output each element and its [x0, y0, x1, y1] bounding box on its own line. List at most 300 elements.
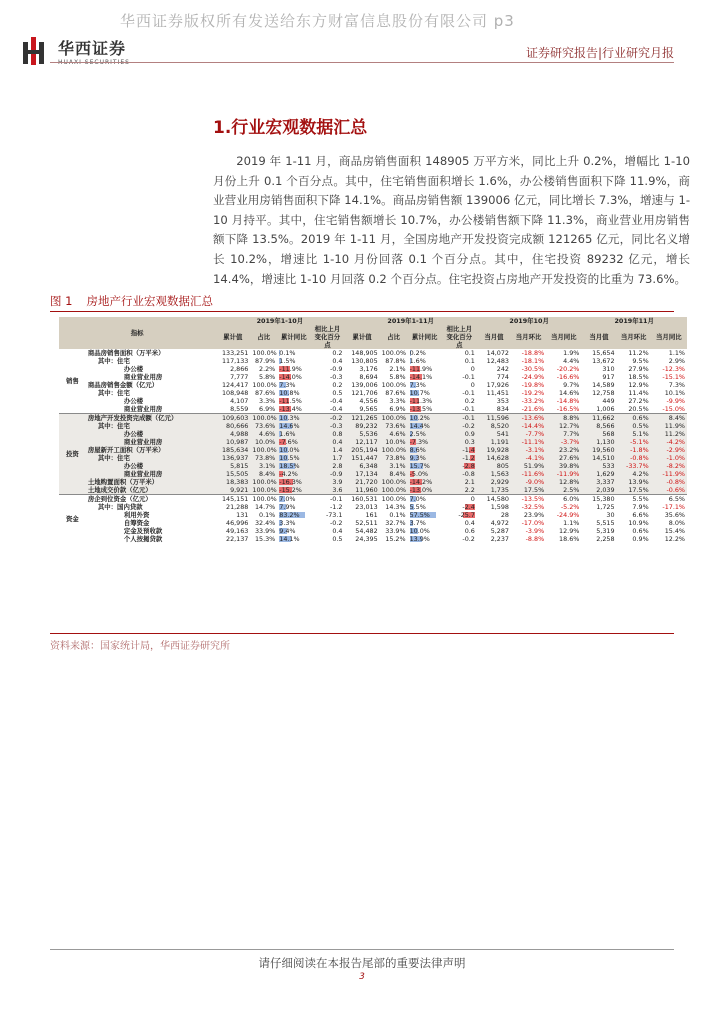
- table-cell: [442, 405, 477, 414]
- cell-value: 17.5%: [523, 486, 545, 494]
- table-cell: [310, 357, 344, 365]
- table-cell: [477, 405, 511, 414]
- table-cell: [442, 389, 477, 397]
- table-cell: [344, 519, 379, 527]
- cell-value: 15.4%: [664, 527, 685, 535]
- table-cell: [344, 470, 379, 478]
- cell-value: -13.5%: [521, 495, 545, 503]
- table-cell: [477, 470, 511, 478]
- cell-value: 5,515: [596, 519, 615, 527]
- table-cell: [442, 446, 477, 454]
- cell-value: 14,628: [486, 454, 509, 462]
- cell-value: 108,948: [221, 389, 249, 397]
- cell-value: -5.0%: [409, 470, 429, 478]
- cell-value: 5.5%: [409, 503, 426, 511]
- cell-value: 73.6%: [385, 422, 406, 430]
- table-row: [59, 462, 687, 470]
- cell-value: 2,237: [490, 535, 509, 543]
- cell-value: -16.6%: [556, 373, 580, 381]
- cell-value: -11.9%: [662, 470, 685, 478]
- cell-value: 8,520: [490, 422, 509, 430]
- cell-value: -13.4%: [279, 405, 302, 413]
- cell-value: 10.7%: [409, 389, 430, 397]
- cell-value: -0.2: [462, 535, 475, 543]
- table-cell: [581, 365, 616, 373]
- cell-value: -0.1: [462, 389, 475, 397]
- cell-value: 0.1%: [259, 511, 276, 519]
- cell-value: -11.6%: [521, 470, 545, 478]
- cell-value: 1.1%: [563, 519, 580, 527]
- table-cell: [250, 535, 277, 543]
- cell-value: 14,589: [592, 381, 615, 389]
- table-cell: [511, 397, 546, 405]
- cell-value: 2,866: [230, 365, 249, 373]
- table-cell: [408, 535, 442, 543]
- cell-value: 15,505: [226, 470, 249, 478]
- cell-value: 0: [470, 365, 475, 373]
- table-cell: [215, 519, 250, 527]
- table-cell: [442, 414, 477, 423]
- table-cell: [408, 495, 442, 504]
- cell-value: 1,735: [490, 486, 509, 494]
- cell-value: 148,905: [351, 349, 378, 357]
- table-cell: [546, 430, 581, 438]
- cell-value: 0.2: [332, 381, 343, 389]
- table-cell: [511, 446, 546, 454]
- table-cell: [310, 430, 344, 438]
- table-cell: [546, 527, 581, 535]
- header-divider: [50, 62, 674, 63]
- table-cell: [344, 486, 379, 495]
- table-row: [59, 527, 687, 535]
- table-cell: [617, 462, 651, 470]
- table-cell: [617, 478, 651, 486]
- cell-value: 11,596: [486, 414, 509, 422]
- table-cell: [310, 381, 344, 389]
- cell-value: 12.9%: [628, 381, 649, 389]
- table-cell: [408, 430, 442, 438]
- table-cell: [215, 535, 250, 543]
- cell-value: 145,151: [221, 495, 249, 503]
- table-cell: [442, 373, 477, 381]
- table-cell: [546, 397, 581, 405]
- cell-value: 310: [602, 365, 615, 373]
- table-cell: [651, 511, 687, 519]
- table-cell: [651, 422, 687, 430]
- cell-value: 5,319: [596, 527, 615, 535]
- table-cell: [477, 503, 511, 511]
- table-cell: [511, 511, 546, 519]
- table-cell: [215, 414, 250, 423]
- cell-value: 6.6%: [632, 511, 649, 519]
- cell-value: 160,531: [351, 495, 378, 503]
- table-cell: [546, 349, 581, 357]
- cell-value: 100.0%: [252, 446, 277, 454]
- cell-value: -1.4: [462, 446, 475, 454]
- cell-value: 917: [602, 373, 615, 381]
- table-cell: [344, 397, 379, 405]
- cell-value: 2.2%: [259, 365, 276, 373]
- table-cell: [581, 454, 616, 462]
- cell-value: 1,629: [596, 470, 615, 478]
- table-cell: [250, 495, 277, 504]
- table-cell: [215, 462, 250, 470]
- table-cell: [408, 527, 442, 535]
- table-cell: [477, 389, 511, 397]
- cell-value: 151,447: [351, 454, 378, 462]
- table-cell: [581, 486, 616, 495]
- cell-value: 4,988: [230, 430, 249, 438]
- table-cell: [344, 438, 379, 446]
- cell-value: 87.9%: [254, 357, 276, 365]
- cell-value: 18,383: [226, 478, 249, 486]
- table-cell: [477, 527, 511, 535]
- cell-value: 131: [236, 511, 249, 519]
- cell-value: 14.6%: [559, 389, 580, 397]
- cell-value: 30: [606, 511, 615, 519]
- cell-value: 11.2%: [628, 349, 649, 357]
- row-label: 定金及预收款: [86, 527, 215, 535]
- cell-value: -32.5%: [521, 503, 545, 511]
- table-cell: [442, 470, 477, 478]
- table-row: [59, 349, 687, 357]
- table-cell: [442, 365, 477, 373]
- cell-value: 11.4%: [628, 389, 649, 397]
- cell-value: 7.3%: [668, 381, 685, 389]
- table-cell: [277, 511, 310, 519]
- cell-value: 9.7%: [563, 381, 580, 389]
- cell-value: -19.8%: [521, 381, 545, 389]
- table-cell: [581, 349, 616, 357]
- cell-value: -0.8%: [630, 454, 649, 462]
- cell-value: -9.9%: [666, 397, 685, 405]
- cell-value: -33.2%: [521, 397, 545, 405]
- sub-header: 累计值: [215, 325, 250, 349]
- cell-value: 1.6%: [279, 430, 296, 438]
- table-cell: [250, 486, 277, 495]
- cell-value: 205,194: [351, 446, 378, 454]
- cell-value: 17,134: [355, 470, 378, 478]
- table-cell: [408, 454, 442, 462]
- cell-value: 3.1%: [259, 462, 276, 470]
- table-cell: [408, 397, 442, 405]
- cell-value: 0.9: [464, 430, 475, 438]
- cell-value: 100.0%: [381, 349, 407, 357]
- cell-value: 834: [496, 405, 509, 413]
- row-label: 商业营业用房: [86, 405, 215, 414]
- cell-value: 18.5%: [279, 462, 300, 470]
- cell-value: 5.1%: [632, 430, 649, 438]
- table-cell: [277, 454, 310, 462]
- table-cell: [511, 430, 546, 438]
- cell-value: 13.9%: [628, 478, 649, 486]
- table-row: [59, 414, 687, 423]
- table-cell: [310, 462, 344, 470]
- table-cell: [581, 373, 616, 381]
- table-cell: [511, 519, 546, 527]
- cell-value: 774: [496, 373, 509, 381]
- table-cell: [546, 486, 581, 495]
- table-cell: [617, 405, 651, 414]
- table-cell: [380, 446, 408, 454]
- table-cell: [408, 422, 442, 430]
- sub-header: 当月同比: [651, 325, 687, 349]
- table-row: [59, 397, 687, 405]
- cell-value: 8.4%: [389, 470, 406, 478]
- cell-value: -0.1: [330, 495, 343, 503]
- cell-value: 27.6%: [559, 454, 580, 462]
- cell-value: 1.1%: [668, 349, 685, 357]
- table-cell: [215, 365, 250, 373]
- table-cell: [215, 511, 250, 519]
- cell-value: -15.2%: [279, 486, 302, 494]
- cell-value: 52,511: [355, 519, 378, 527]
- cell-value: -7.7%: [525, 430, 545, 438]
- table-cell: [442, 462, 477, 470]
- cell-value: -15.1%: [662, 373, 685, 381]
- table-cell: [277, 389, 310, 397]
- cell-value: 10.0%: [385, 438, 406, 446]
- table-cell: [380, 438, 408, 446]
- table-cell: [442, 486, 477, 495]
- table-cell: [344, 535, 379, 543]
- cell-value: 121,706: [351, 389, 378, 397]
- cell-value: 10.0%: [254, 438, 276, 446]
- cell-value: 8,559: [230, 405, 249, 413]
- table-cell: [408, 470, 442, 478]
- sub-header: 累计值: [344, 325, 379, 349]
- table-cell: [651, 478, 687, 486]
- cell-value: 15.7%: [409, 462, 430, 470]
- table-cell: [511, 389, 546, 397]
- cell-value: 12,483: [486, 357, 509, 365]
- table-cell: [310, 495, 344, 504]
- table-cell: [380, 405, 408, 414]
- cell-value: 0: [470, 381, 475, 389]
- table-cell: [477, 430, 511, 438]
- cell-value: 80,666: [226, 422, 249, 430]
- cell-value: 2.1: [464, 478, 475, 486]
- cell-value: 0.2: [464, 397, 475, 405]
- cell-value: -20.2%: [556, 365, 580, 373]
- table-cell: [546, 495, 581, 504]
- cell-value: 136,937: [221, 454, 249, 462]
- table-cell: [277, 349, 310, 357]
- cell-value: -24.9%: [521, 373, 545, 381]
- table-cell: [215, 527, 250, 535]
- cell-value: 14,580: [486, 495, 509, 503]
- cell-value: 0.2%: [409, 349, 426, 357]
- table-cell: [546, 503, 581, 511]
- table-cell: [581, 519, 616, 527]
- table-cell: [380, 478, 408, 486]
- category-cell: 销售: [59, 349, 86, 414]
- table-row: [59, 405, 687, 414]
- table-cell: [250, 430, 277, 438]
- table-cell: [344, 503, 379, 511]
- cell-value: -14.8%: [556, 397, 580, 405]
- cell-value: 23.9%: [523, 511, 545, 519]
- report-type: 证券研究报告|行业研究月报: [525, 46, 674, 60]
- cell-value: 0.5: [332, 389, 343, 397]
- cell-value: 3,176: [359, 365, 378, 373]
- table-cell: [310, 389, 344, 397]
- table-cell: [546, 478, 581, 486]
- table-cell: [344, 430, 379, 438]
- table-cell: [408, 446, 442, 454]
- cell-value: 35.6%: [664, 511, 685, 519]
- table-cell: [581, 503, 616, 511]
- cell-value: 0.4: [464, 519, 475, 527]
- table-cell: [277, 405, 310, 414]
- cell-value: 14,072: [486, 349, 509, 357]
- table-cell: [546, 422, 581, 430]
- sub-header: 当月环比: [617, 325, 651, 349]
- table-cell: [581, 478, 616, 486]
- cell-value: 2.2: [464, 486, 475, 494]
- cell-value: 1.6%: [409, 357, 426, 365]
- table-cell: [310, 349, 344, 357]
- table-cell: [250, 397, 277, 405]
- cell-value: 24,395: [355, 535, 378, 543]
- cell-value: 87.6%: [254, 389, 276, 397]
- cell-value: -0.1: [462, 405, 475, 413]
- table-cell: [477, 454, 511, 462]
- cell-value: 18.5%: [628, 373, 649, 381]
- table-cell: [277, 478, 310, 486]
- cell-value: 353: [496, 397, 509, 405]
- cell-value: 4,972: [490, 519, 509, 527]
- figure-caption: [50, 293, 213, 309]
- cell-value: -8.2%: [666, 462, 685, 470]
- cell-value: -0.9: [330, 470, 343, 478]
- table-cell: [250, 365, 277, 373]
- cell-value: -0.6%: [666, 486, 685, 494]
- table-cell: [344, 357, 379, 365]
- cell-value: 12,117: [355, 438, 378, 446]
- cell-value: 12,758: [592, 389, 615, 397]
- cell-value: -11.5%: [279, 397, 302, 405]
- table-cell: [546, 511, 581, 519]
- cell-value: 23.2%: [559, 446, 580, 454]
- cell-value: -11.9%: [279, 365, 302, 373]
- cell-value: 10.3%: [279, 414, 300, 422]
- row-label: 商品房销售金额（亿元）: [86, 381, 215, 389]
- cell-value: -0.3: [330, 422, 343, 430]
- cell-value: 3.6: [332, 486, 343, 494]
- cell-value: -17.0%: [521, 519, 545, 527]
- cell-value: 8.4%: [668, 414, 685, 422]
- table-cell: [277, 357, 310, 365]
- table-cell: [380, 365, 408, 373]
- cell-value: 449: [602, 397, 615, 405]
- cell-value: 0.5: [332, 535, 343, 543]
- table-cell: [408, 519, 442, 527]
- cell-value: 20.5%: [628, 405, 649, 413]
- table-cell: [277, 470, 310, 478]
- table-cell: [651, 519, 687, 527]
- table-cell: [511, 365, 546, 373]
- sub-header: 当月值: [581, 325, 616, 349]
- table-cell: [651, 405, 687, 414]
- table-cell: [651, 495, 687, 504]
- table-row: [59, 519, 687, 527]
- cell-value: 11,662: [592, 414, 615, 422]
- table-cell: [250, 519, 277, 527]
- cell-value: 1.5%: [279, 357, 296, 365]
- table-cell: [511, 503, 546, 511]
- cell-value: -0.1: [462, 414, 475, 422]
- cell-value: -18.8%: [521, 349, 545, 357]
- category-cell: 投资: [59, 414, 86, 495]
- table-cell: [617, 389, 651, 397]
- row-label: 商业营业用房: [86, 470, 215, 478]
- legal-notice: 请仔细阅读在本报告尾部的重要法律声明: [258, 956, 466, 970]
- table-cell: [250, 389, 277, 397]
- cell-value: 1,563: [490, 470, 509, 478]
- table-cell: [651, 414, 687, 423]
- table-cell: [310, 470, 344, 478]
- cell-value: 39.8%: [559, 462, 580, 470]
- cell-value: 0.1%: [389, 511, 406, 519]
- table-cell: [380, 430, 408, 438]
- cell-value: -14.1%: [409, 373, 433, 381]
- table-cell: [511, 486, 546, 495]
- table-cell: [477, 478, 511, 486]
- cell-value: 14.6%: [279, 422, 300, 430]
- cell-value: -24.9%: [556, 511, 580, 519]
- table-cell: [477, 462, 511, 470]
- table-cell: [408, 389, 442, 397]
- table-cell: [546, 365, 581, 373]
- sub-header: 相比上月变化百分点: [310, 325, 344, 349]
- table-cell: [617, 519, 651, 527]
- table-cell: [442, 495, 477, 504]
- cell-value: -1.2: [330, 503, 343, 511]
- table-cell: [442, 527, 477, 535]
- cell-value: 1,725: [596, 503, 615, 511]
- category-cell: 资金: [59, 495, 86, 544]
- cell-value: 14.3%: [385, 503, 406, 511]
- huaxi-logo-icon: [22, 36, 48, 66]
- cell-value: 10.5%: [279, 454, 300, 462]
- cell-value: 5,536: [359, 430, 378, 438]
- cell-value: 11.9%: [664, 422, 685, 430]
- table-cell: [581, 381, 616, 389]
- table-cell: [511, 381, 546, 389]
- cell-value: 33.9%: [254, 527, 276, 535]
- figure-number: 图 1: [50, 294, 73, 308]
- cell-value: 14,510: [592, 454, 615, 462]
- table-cell: [442, 511, 477, 519]
- table-cell: [511, 495, 546, 504]
- cell-value: -13.6%: [521, 414, 545, 422]
- cell-value: 10.8%: [279, 389, 300, 397]
- table-cell: [477, 446, 511, 454]
- cell-value: 2.1%: [389, 365, 406, 373]
- cell-value: 6.0%: [563, 495, 580, 503]
- table-row: [59, 495, 687, 504]
- cell-value: 117,133: [221, 357, 249, 365]
- cell-value: 12.7%: [559, 422, 580, 430]
- table-cell: [310, 486, 344, 495]
- cell-value: -3.9%: [525, 527, 545, 535]
- table-cell: [215, 405, 250, 414]
- table-cell: [250, 438, 277, 446]
- cell-value: 5,815: [230, 462, 249, 470]
- table-cell: [546, 470, 581, 478]
- table-cell: [581, 495, 616, 504]
